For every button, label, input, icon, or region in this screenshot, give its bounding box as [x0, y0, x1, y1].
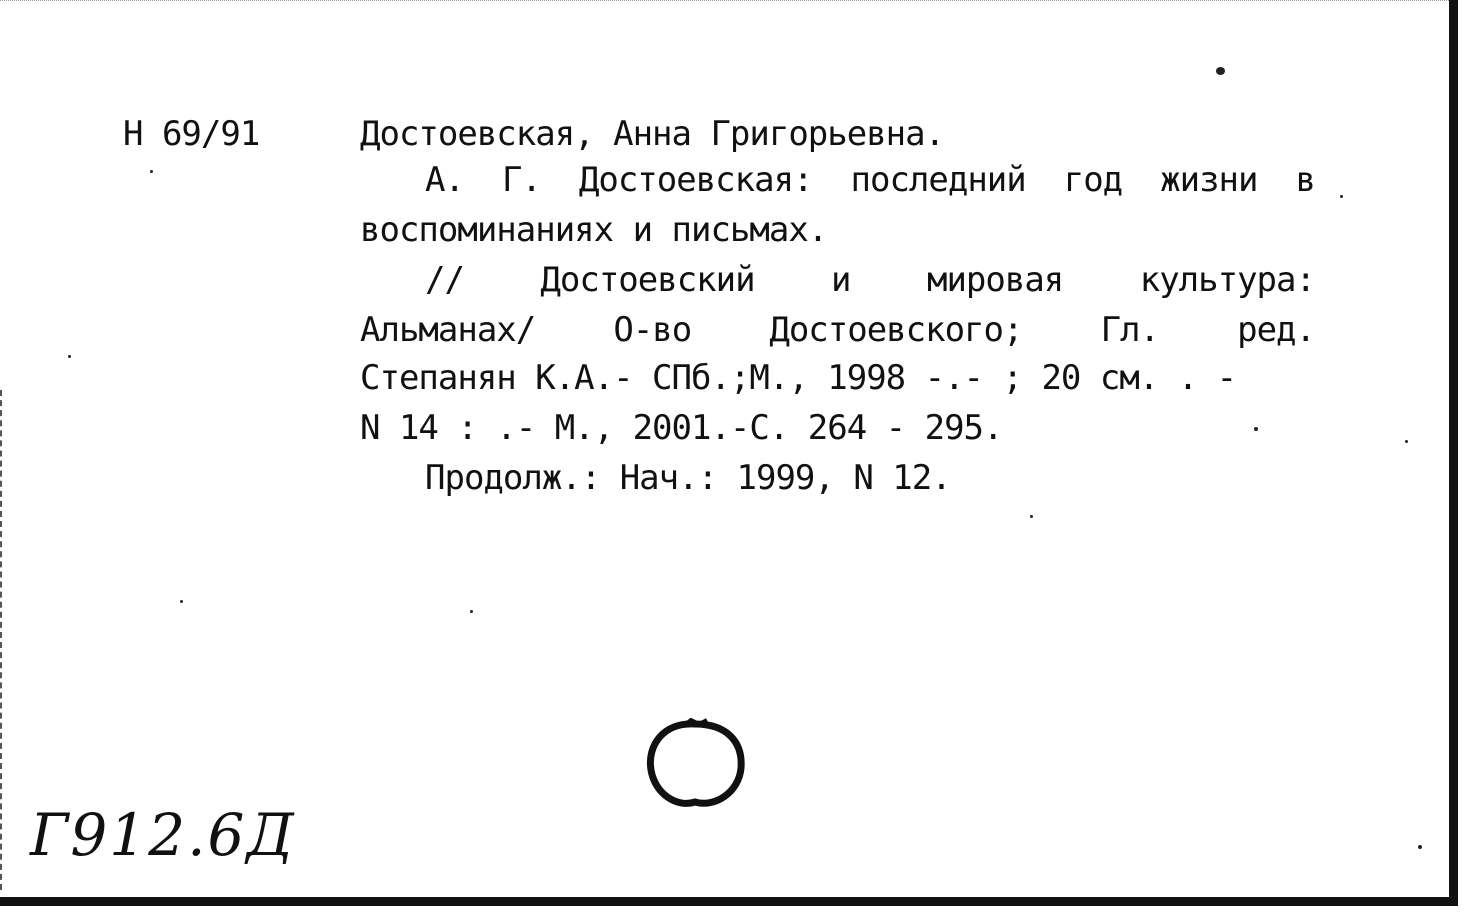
- title-line-2: воспоминаниях и письмах.: [360, 210, 828, 250]
- title-word: в: [1295, 160, 1315, 200]
- title-word: Достоевская:: [578, 160, 813, 200]
- title-word: Г.: [501, 160, 541, 200]
- handwritten-classification-code: Г912.6Д: [30, 801, 296, 869]
- source-word: мировая: [926, 260, 1064, 300]
- source-word: О-во: [613, 310, 692, 350]
- ink-speck: [150, 170, 153, 173]
- library-stamp-ring: [643, 718, 747, 810]
- source-word: Достоевского;: [769, 310, 1023, 350]
- ink-speck: [1030, 515, 1033, 518]
- ink-speck: [470, 610, 473, 613]
- source-word: Достоевский: [540, 260, 755, 300]
- title-word: жизни: [1160, 160, 1258, 200]
- title-word: год: [1063, 160, 1123, 200]
- source-word: ред.: [1237, 310, 1315, 350]
- card-left-edge: [0, 390, 4, 890]
- ink-speck: [1340, 195, 1343, 198]
- ink-speck: [180, 600, 183, 603]
- source-word: и: [831, 260, 851, 300]
- source-line-1: [425, 258, 1315, 302]
- card-top-edge: [0, 0, 1449, 2]
- source-line-3: Степанян К.А.- СПб.;М., 1998 -.- ; 20 см. . -: [360, 358, 1237, 398]
- title-word: последний: [850, 160, 1026, 200]
- source-line-2: [360, 308, 1315, 352]
- source-word: Гл.: [1100, 310, 1159, 350]
- card-right-border: [1449, 0, 1458, 906]
- card-bottom-border: [0, 897, 1458, 906]
- continuation-note: Продолж.: Нач.: 1999, N 12.: [425, 458, 951, 498]
- source-word: Альманах/: [360, 310, 536, 350]
- source-word: культура:: [1139, 260, 1315, 300]
- title-word: А.: [425, 160, 464, 200]
- ink-speck: [1254, 427, 1258, 431]
- author-heading: Достоевская, Анна Григорьевна.: [360, 114, 945, 154]
- ink-speck: [1216, 67, 1225, 75]
- ink-speck: [1405, 440, 1408, 443]
- title-line-1: [425, 158, 1315, 202]
- source-line-4: N 14 : .- М., 2001.-С. 264 - 295.: [360, 408, 1003, 448]
- source-word: //: [425, 260, 464, 300]
- shelfmark: Н 69/91: [123, 114, 260, 154]
- ink-speck: [68, 355, 71, 358]
- ink-speck: [1418, 845, 1422, 849]
